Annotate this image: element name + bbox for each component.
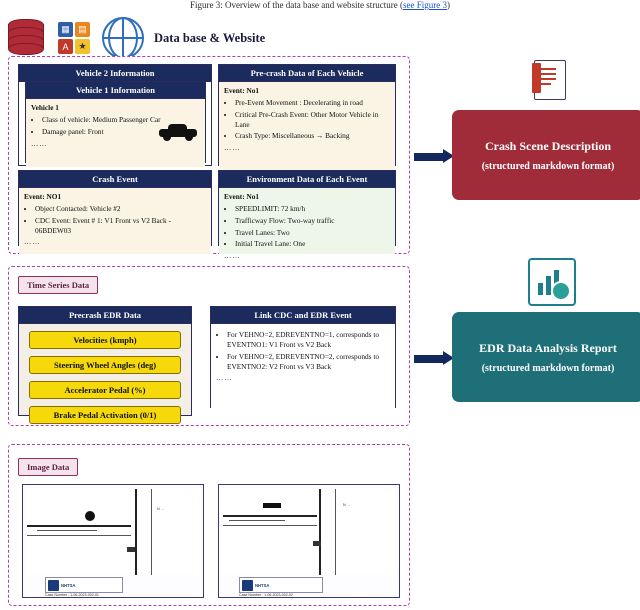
precrash-heading: Event: No1 <box>224 86 260 95</box>
road-horizontal <box>223 515 317 517</box>
figure-caption-strip <box>0 0 640 14</box>
environment-box-body <box>219 188 395 261</box>
vehicle2-information-box <box>18 64 212 166</box>
crash-event-box-body <box>19 188 211 254</box>
app-tile-blue: ▦ <box>58 22 73 37</box>
list-item: • Pre-Event Movement : Decelerating in road <box>235 98 390 108</box>
link-cdc-edr-box <box>210 306 396 408</box>
list-item: • For VEHNO=2, EDREVENTNO=1, corresponds to EVENTNO1: V1 Front vs V2 Back <box>227 330 390 350</box>
crash-scene-diagram-right <box>218 484 400 598</box>
crash-event-box <box>18 170 212 246</box>
list-item: • CDC Event: Event # 1: V1 Front vs V2 Back - 06BDEW03 <box>35 216 206 236</box>
nhtsa-badge <box>45 577 123 593</box>
lane-marking <box>229 520 285 521</box>
app-tile-orange: ▤ <box>75 22 90 37</box>
environment-ellipsis: …… <box>224 251 241 261</box>
image-data-tag: Image Data <box>18 458 78 476</box>
road-vertical <box>135 489 137 575</box>
diagram-note: N → <box>157 507 165 511</box>
app-tile-red: A <box>58 39 73 54</box>
precrash-edr-data-box <box>18 306 192 420</box>
link-cdc-edr-ellipsis: …… <box>216 373 233 383</box>
road-vertical-edge <box>151 489 152 575</box>
chart-icon <box>528 258 576 306</box>
time-series-data-tag: Time Series Data <box>18 276 98 294</box>
list-item: • Class of vehicle: Medium Passenger Car <box>42 115 200 125</box>
road-horizontal-edge <box>223 525 317 526</box>
globe-icon <box>102 17 144 59</box>
diagram-note: N → <box>343 503 351 507</box>
list-item: • Initial Travel Lane: One <box>235 239 390 249</box>
car-icon <box>159 125 197 141</box>
vehicle-marker-2 <box>127 547 135 552</box>
edr-pill-velocities: Velocities (kmph) <box>29 331 181 349</box>
edr-pill-brake-pedal-activation: Brake Pedal Activation (0/1) <box>29 406 181 424</box>
edr-data-analysis-report-card <box>452 312 640 402</box>
case-number-left: Case Number : 1-06-2023-002-01 <box>45 593 99 597</box>
crash-scene-diagram-left <box>22 484 204 598</box>
vehicle1-information-box <box>25 81 206 163</box>
vehicle1-box-title: Vehicle 1 Information <box>26 82 205 99</box>
environment-heading: Event: No1 <box>224 192 260 201</box>
nhtsa-badge-text: NHTSA <box>255 582 270 588</box>
road-horizontal-edge <box>27 535 131 536</box>
precrash-edr-box-title: Precrash EDR Data <box>19 307 191 324</box>
crash-event-box-title: Crash Event <box>19 171 211 188</box>
precrash-ellipsis: …… <box>224 143 241 153</box>
crash-event-items <box>24 204 206 236</box>
apps-icon <box>58 20 92 56</box>
road-vertical-edge <box>335 489 336 575</box>
arrow-to-edr-report <box>414 351 454 365</box>
arrow-to-crash-scene-description <box>414 149 454 163</box>
app-tile-yellow: ★ <box>75 39 90 54</box>
link-cdc-edr-box-body <box>211 324 395 416</box>
vehicle1-ellipsis: …… <box>31 138 48 148</box>
environment-box-title: Environment Data of Each Event <box>219 171 395 188</box>
nhtsa-badge-text: NHTSA <box>61 582 76 588</box>
figure-caption-text-end: ) <box>446 0 450 10</box>
list-item: • Trafficway Flow: Two-way traffic <box>235 216 390 226</box>
list-item: • Object Contacted: Vehicle #2 <box>35 204 206 214</box>
case-number-right: Case Number : 1-06-2023-002-02 <box>239 593 293 597</box>
link-cdc-edr-box-title: Link CDC and EDR Event <box>211 307 395 324</box>
nhtsa-badge <box>239 577 323 593</box>
list-item: • Critical Pre-Crash Event: Other Motor Vehicle in Lane <box>235 110 390 130</box>
road-vertical <box>319 489 321 575</box>
list-item: • Damage panel: Front <box>42 127 200 137</box>
lane-marking <box>37 530 97 531</box>
edr-pill-steering-wheel-angles: Steering Wheel Angles (deg) <box>29 356 181 374</box>
crash-scene-description-card <box>452 110 640 200</box>
vehicle-marker <box>85 511 95 521</box>
precrash-box-body <box>219 82 395 174</box>
list-item: • Crash Type: Miscellaneous → Backing <box>235 131 390 141</box>
list-item: • Travel Lanes: Two <box>235 228 390 238</box>
vehicle1-heading: Vehicle 1 <box>31 103 59 112</box>
precrash-items <box>224 98 390 141</box>
precrash-data-box <box>218 64 396 166</box>
crash-scene-description-title: Crash Scene Description <box>485 138 611 153</box>
database-icon <box>8 19 48 57</box>
vehicle1-box-body <box>26 99 205 167</box>
vehicle-marker <box>263 503 281 508</box>
crash-scene-description-subtitle: (structured markdown format) <box>481 160 615 172</box>
figure-caption-link[interactable]: see Figure 3 <box>402 0 447 10</box>
list-item: • SPEEDLIMIT: 72 km/h <box>235 204 390 214</box>
header-row <box>8 16 308 60</box>
page-title: Data base & Website <box>154 30 266 45</box>
vehicle2-box-title: Vehicle 2 Information <box>19 65 211 82</box>
crash-event-heading: Event: NO1 <box>24 192 62 201</box>
document-icon <box>530 58 570 102</box>
road-horizontal <box>27 525 131 527</box>
precrash-edr-pill-list <box>19 324 191 431</box>
vehicle-marker-2 <box>313 541 321 546</box>
crash-event-ellipsis: …… <box>24 237 41 247</box>
edr-pill-accelerator-pedal: Accelerator Pedal (%) <box>29 381 181 399</box>
environment-items <box>224 204 390 249</box>
environment-data-box <box>218 170 396 261</box>
precrash-box-title: Pre-crash Data of Each Vehicle <box>219 65 395 82</box>
link-cdc-edr-items <box>216 330 390 371</box>
list-item: • For VEHNO=2, EDREVENTNO=2, corresponds to EVENTNO2: V2 Front vs V3 Back <box>227 352 390 372</box>
edr-report-subtitle: (structured markdown format) <box>481 362 615 374</box>
edr-report-title: EDR Data Analysis Report <box>479 340 617 355</box>
figure-caption-text: Figure 3: Overview of the data base and website structure ( <box>190 0 403 10</box>
